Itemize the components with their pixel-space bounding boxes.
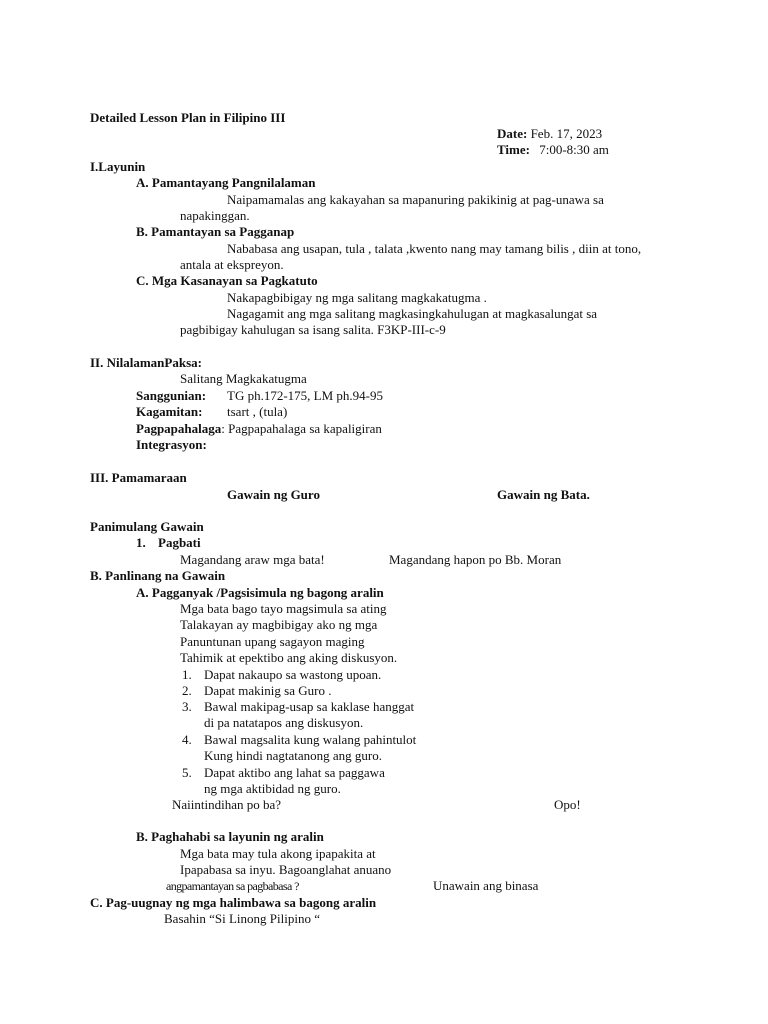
integrasyon-label: Integrasyon: bbox=[136, 437, 207, 452]
sanggunian-value: TG ph.172-175, LM ph.94-95 bbox=[227, 388, 383, 403]
panlinang-heading: B. Panlinang na Gawain bbox=[90, 568, 226, 583]
paguugnay-heading: C. Pag-uugnay ng mga halimbawa sa bagong aralin bbox=[90, 895, 377, 910]
rule-text: Bawal makipag-usap sa kaklase hanggat bbox=[204, 699, 415, 714]
layunin-b-text-line2: antala at ekspreyon. bbox=[180, 257, 284, 272]
intro-line: Tahimik at epektibo ang aking diskusyon. bbox=[180, 650, 398, 665]
rule-text: Dapat makinig sa Guro . bbox=[204, 683, 332, 698]
layunin-a-heading: A. Pamantayang Pangnilalaman bbox=[136, 175, 316, 190]
document-title: Detailed Lesson Plan in Filipino III bbox=[90, 110, 286, 125]
rule-number: 2. bbox=[182, 683, 192, 698]
layunin-a-text-line2: napakinggan. bbox=[180, 208, 250, 223]
rule-number: 4. bbox=[182, 732, 192, 747]
rule-number: 1. bbox=[182, 667, 192, 682]
pagpapahalaga-line bbox=[136, 421, 382, 437]
date-value: Feb. 17, 2023 bbox=[530, 126, 603, 141]
intro-line: Panuntunan upang sagayon maging bbox=[180, 634, 365, 649]
rule-text: Bawal magsalita kung walang pahintulot bbox=[204, 732, 417, 747]
rule-text-continued: Kung hindi nagtatanong ang guro. bbox=[204, 748, 382, 763]
layunin-c-text-line1: Nakapagbibigay ng mga salitang magkakatugma . bbox=[227, 290, 487, 305]
time-line bbox=[497, 142, 609, 158]
pagbati-heading: Pagbati bbox=[158, 535, 201, 550]
paghahabi-answer: Unawain ang binasa bbox=[433, 878, 539, 893]
column-heading-bata: Gawain ng Bata. bbox=[497, 487, 590, 502]
greeting-teacher: Magandang araw mga bata! bbox=[180, 552, 325, 567]
time-value: 7:00-8:30 am bbox=[539, 142, 609, 157]
kagamitan-value: tsart , (tula) bbox=[227, 404, 288, 419]
layunin-c-text-line2: Nagagamit ang mga salitang magkasingkahulugan at magkasalungat sa bbox=[227, 306, 598, 321]
section-nilalaman-heading: II. NilalamanPaksa: bbox=[90, 355, 202, 370]
time-label: Time: bbox=[497, 142, 530, 157]
rule-text: Dapat nakaupo sa wastong upoan. bbox=[204, 667, 382, 682]
layunin-c-text-line3: pagbibigay kahulugan sa isang salita. F3KP-III-c-9 bbox=[180, 322, 446, 337]
kagamitan-label: Kagamitan: bbox=[136, 404, 203, 419]
basahin-line: Basahin “Si Linong Pilipino “ bbox=[164, 911, 320, 926]
paksa-value: Salitang Magkakatugma bbox=[180, 371, 307, 386]
students-answer: Opo! bbox=[554, 797, 581, 812]
rule-number: 5. bbox=[182, 765, 192, 780]
intro-line: Mga bata bago tayo magsimula sa ating bbox=[180, 601, 387, 616]
rule-number: 3. bbox=[182, 699, 192, 714]
section-pamamaraan-heading: III. Pamamaraan bbox=[90, 470, 187, 485]
rule-text: Dapat aktibo ang lahat sa paggawa bbox=[204, 765, 385, 780]
paghahabi-heading: B. Paghahabi sa layunin ng aralin bbox=[136, 829, 324, 844]
paghahabi-line: angpamantayan sa pagbabasa ? bbox=[166, 879, 299, 893]
pagpapahalaga-label: Pagpapahalaga bbox=[136, 421, 222, 436]
teacher-question: Naiintindihan po ba? bbox=[172, 797, 282, 812]
date-line bbox=[497, 126, 602, 142]
panimulang-gawain-heading: Panimulang Gawain bbox=[90, 519, 204, 534]
layunin-b-text-line1: Nababasa ang usapan, tula , talata ,kwento nang may tamang bilis , diin at tono, bbox=[227, 241, 642, 256]
layunin-c-heading: C. Mga Kasanayan sa Pagkatuto bbox=[136, 273, 318, 288]
date-label: Date: bbox=[497, 126, 528, 141]
sanggunian-label: Sanggunian: bbox=[136, 388, 207, 403]
pagbati-number: 1. bbox=[136, 535, 146, 550]
intro-line: Talakayan ay magbibigay ako ng mga bbox=[180, 617, 378, 632]
rule-text-continued: ng mga aktibidad ng guro. bbox=[204, 781, 341, 796]
pagganyak-heading: A. Pagganyak /Pagsisimula ng bagong aralin bbox=[136, 585, 384, 600]
layunin-a-text-line1: Naipamamalas ang kakayahan sa mapanuring pakikinig at pag-unawa sa bbox=[227, 192, 604, 207]
section-layunin-heading: I.Layunin bbox=[90, 159, 146, 174]
greeting-students: Magandang hapon po Bb. Moran bbox=[389, 552, 562, 567]
column-heading-guro: Gawain ng Guro bbox=[227, 487, 320, 502]
pagpapahalaga-value: : Pagpapahalaga sa kapaligiran bbox=[221, 421, 382, 436]
rule-text-continued: di pa natatapos ang diskusyon. bbox=[204, 715, 364, 730]
layunin-b-heading: B. Pamantayan sa Pagganap bbox=[136, 224, 295, 239]
paghahabi-line: Mga bata may tula akong ipapakita at bbox=[180, 846, 376, 861]
paghahabi-line: Ipapabasa sa inyu. Bagoanglahat anuano bbox=[180, 862, 392, 877]
